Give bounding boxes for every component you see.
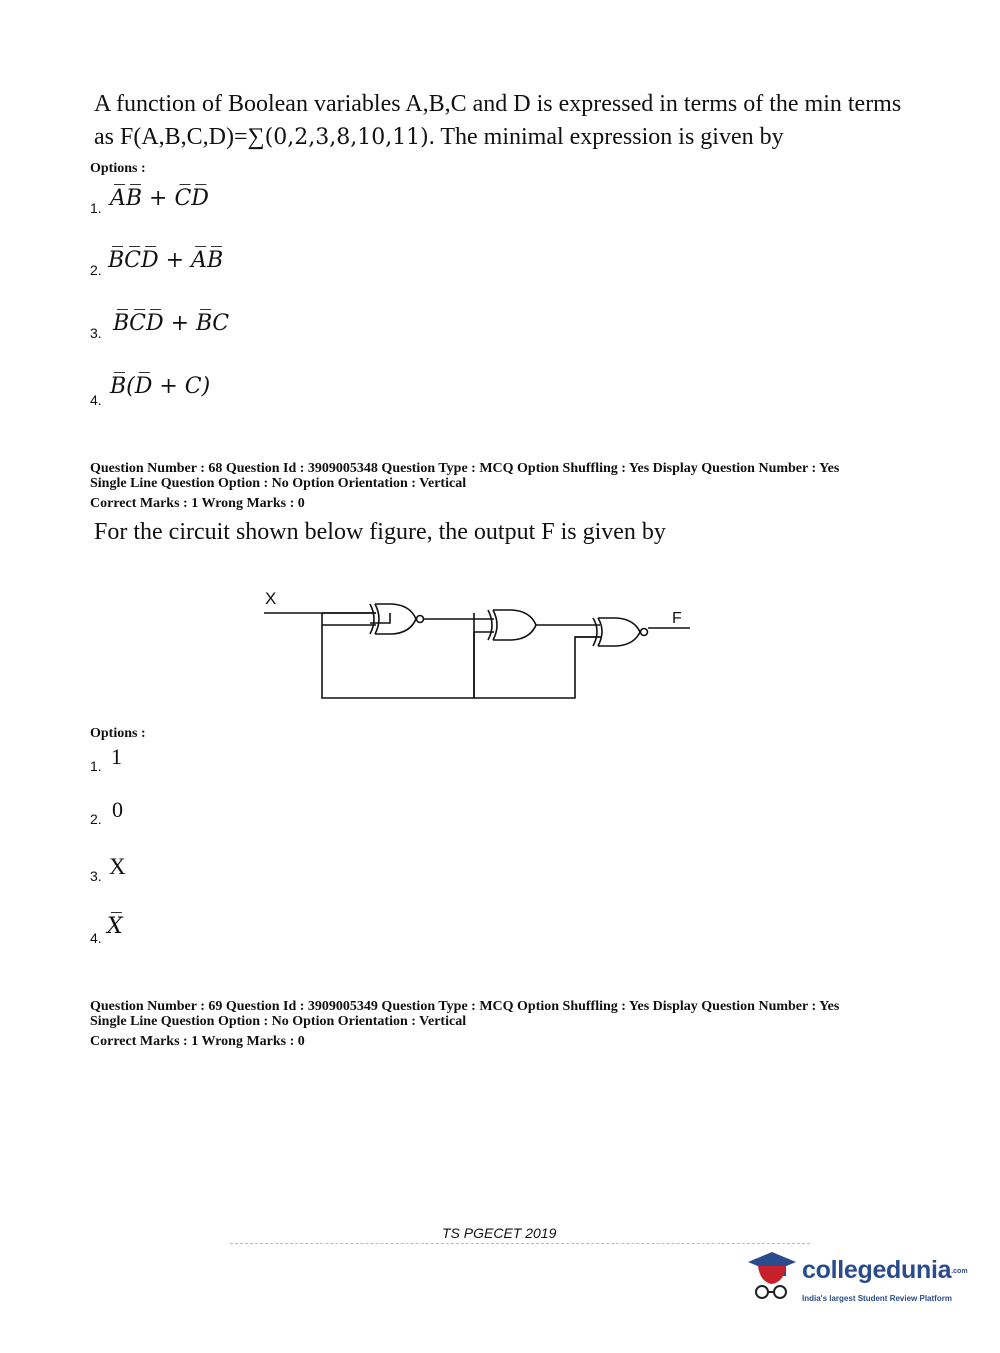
option-number: 2. (90, 811, 102, 827)
option-value: X̅ (107, 914, 123, 939)
exam-footer: TS PGECET 2019 (442, 1225, 557, 1241)
meta-line-2: Single Line Question Option : No Option Orientation : Vertical (90, 1014, 467, 1029)
xnor-gate-1 (370, 604, 424, 634)
collegedunia-logo[interactable] (742, 1246, 972, 1306)
xnor-gate-2 (488, 610, 536, 640)
option-value: 0 (112, 797, 123, 822)
meta-line-2: Single Line Question Option : No Option Orientation : Vertical (90, 476, 467, 491)
brand-tagline: India's largest Student Review Platform (802, 1294, 952, 1303)
meta-line-1: Question Number : 68 Question Id : 3909005348 Question Type : MCQ Option Shuffling : Yes Display Question Number : Yes (90, 461, 840, 476)
option-number: 4. (90, 392, 102, 408)
question-68-meta (90, 461, 839, 511)
option-number: 3. (90, 868, 102, 884)
footer-divider (230, 1243, 810, 1244)
options-label-2: Options : (90, 726, 146, 741)
brand-name: collegedunia.com (802, 1256, 968, 1284)
minterm-list: (0,2,3,8,10,11) (264, 125, 429, 150)
sigma-symbol: ∑ (247, 124, 265, 150)
option-number: 3. (90, 325, 102, 341)
question-2-text: For the circuit shown below figure, the output F is given by (94, 519, 666, 545)
option-number: 4. (90, 930, 102, 946)
option-expression: B̅(D̅ + C) (110, 374, 211, 399)
xnor-gate-3 (593, 618, 648, 646)
input-label: X (265, 589, 277, 608)
output-label: F (672, 610, 682, 627)
question-1-text (94, 88, 954, 154)
question-1-line-2: as F(A,B,C,D)=∑(0,2,3,8,10,11). The minimal expression is given by (94, 124, 784, 150)
question-69-meta (90, 999, 839, 1049)
meta-marks: Correct Marks : 1 Wrong Marks : 0 (90, 1034, 305, 1049)
meta-marks: Correct Marks : 1 Wrong Marks : 0 (90, 496, 305, 511)
option-value: X (109, 854, 126, 879)
xnor-circuit-diagram (250, 580, 710, 710)
meta-line-1: Question Number : 69 Question Id : 3909005349 Question Type : MCQ Option Shuffling : Yes Display Question Number : Yes (90, 999, 840, 1014)
option-number: 1. (90, 758, 102, 774)
question-1-line-1: A function of Boolean variables A,B,C and D is expressed in terms of the min terms (94, 91, 902, 117)
options-label: Options : (90, 161, 146, 176)
option-value: 1 (111, 744, 122, 769)
mascot-icon (742, 1246, 800, 1304)
option-number: 2. (90, 262, 102, 278)
option-expression: B̅C̅D̅ + A̅B̅ (108, 248, 224, 273)
option-number: 1. (90, 200, 102, 216)
option-expression: A̅B̅ + C̅D̅ (110, 186, 209, 211)
option-expression: B̅C̅D̅ + B̅C (113, 311, 230, 336)
